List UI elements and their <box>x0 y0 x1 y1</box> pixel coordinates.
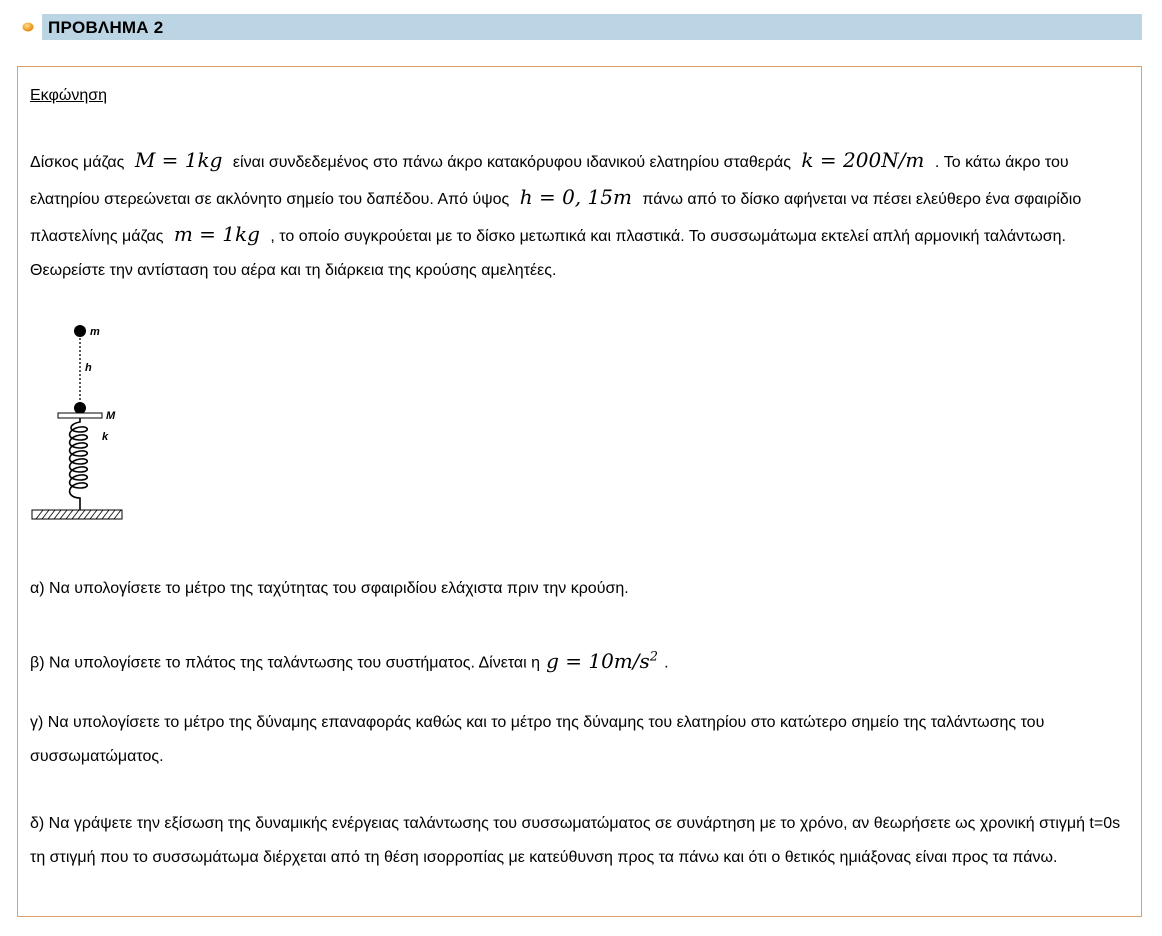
question-b <box>30 640 1128 681</box>
ball-on-disk <box>74 402 86 414</box>
spring <box>70 418 88 510</box>
bullet-icon <box>22 21 34 33</box>
question-d: δ) Να γράψετε την εξίσωση της δυναμικής ενέργειας ταλάντωσης του συσσωματώματος σε συνάρτηση με το χρόνο, αν θεωρήσετε ως χρονική στιγμή t=0s τη στιγμή που το συσσωμάτωμα διέρχεται από τη θέση ισορροπίας με κατεύθυνση προς τα πάνω και ότι ο θετικός ημιάξονας είναι προς τα πάνω. <box>30 815 1121 866</box>
figure-label-h: h <box>85 362 92 374</box>
statement-text: . Το κάτω άκρο του ελατηρίου στερεώνεται σε ακλόνητο σημείο του δαπέδου. Από ύψος <box>30 154 1069 208</box>
math-mass-disk: M = 1kg <box>134 148 223 172</box>
math-mass-ball: m = 1kg <box>173 222 260 246</box>
question-b-end: . <box>664 654 669 672</box>
statement-text: πάνω από το δίσκο αφήνεται να πέσει ελεύθερο ένα σφαιρίδιο πλαστελίνης μάζας <box>30 191 1082 245</box>
figure-label-k: k <box>102 431 109 443</box>
disk-M <box>58 413 102 418</box>
math-spring-constant: k = 200N/m <box>801 148 925 172</box>
question-c: γ) Να υπολογίσετε το μέτρο της δύναμης επαναφοράς καθώς και το μέτρο της δύναμης του ελατηρίου στο κατώτερο σημείο της ταλάντωσης του συσσωματώματος. <box>30 714 1045 765</box>
statement-label: Εκφώνηση <box>30 87 108 104</box>
question-b-text: β) Να υπολογίσετε το πλάτος της ταλάντωσης του συστήματος. Δίνεται η <box>30 654 541 672</box>
statement-text: Δίσκος μάζας <box>30 154 125 171</box>
statement-text: είναι συνδεδεμένος στο πάνω άκρο κατακόρυφου ιδανικού ελατηρίου σταθεράς <box>232 154 791 171</box>
ground <box>32 510 122 519</box>
ball-m <box>74 325 86 337</box>
spring-mass-figure <box>30 320 130 525</box>
statement-paragraph <box>30 143 1128 288</box>
question-a: α) Να υπολογίσετε το μέτρο της ταχύτητας του σφαιριδίου ελάχιστα πριν την κρούση. <box>30 580 629 597</box>
figure-label-M: M <box>106 410 116 422</box>
statement-text: , το οποίο συγκρούεται με το δίσκο μετωπικά και πλαστικά. Το συσσωμάτωμα εκτελεί απλή αρμονική ταλάντωση. Θεωρείστε την αντίσταση του αέρα και τη διάρκεια της κρούσης αμελητέες. <box>30 228 1066 279</box>
math-height: h = 0, 15m <box>519 185 632 209</box>
figure-label-m: m <box>90 326 100 338</box>
problem-box <box>17 66 1142 917</box>
math-gravity: $g = 10m/s^2$ <box>546 648 659 673</box>
problem-header <box>20 14 1142 40</box>
title-bar <box>42 14 1142 40</box>
problem-title: ΠΡΟΒΛΗΜΑ 2 <box>48 18 164 37</box>
